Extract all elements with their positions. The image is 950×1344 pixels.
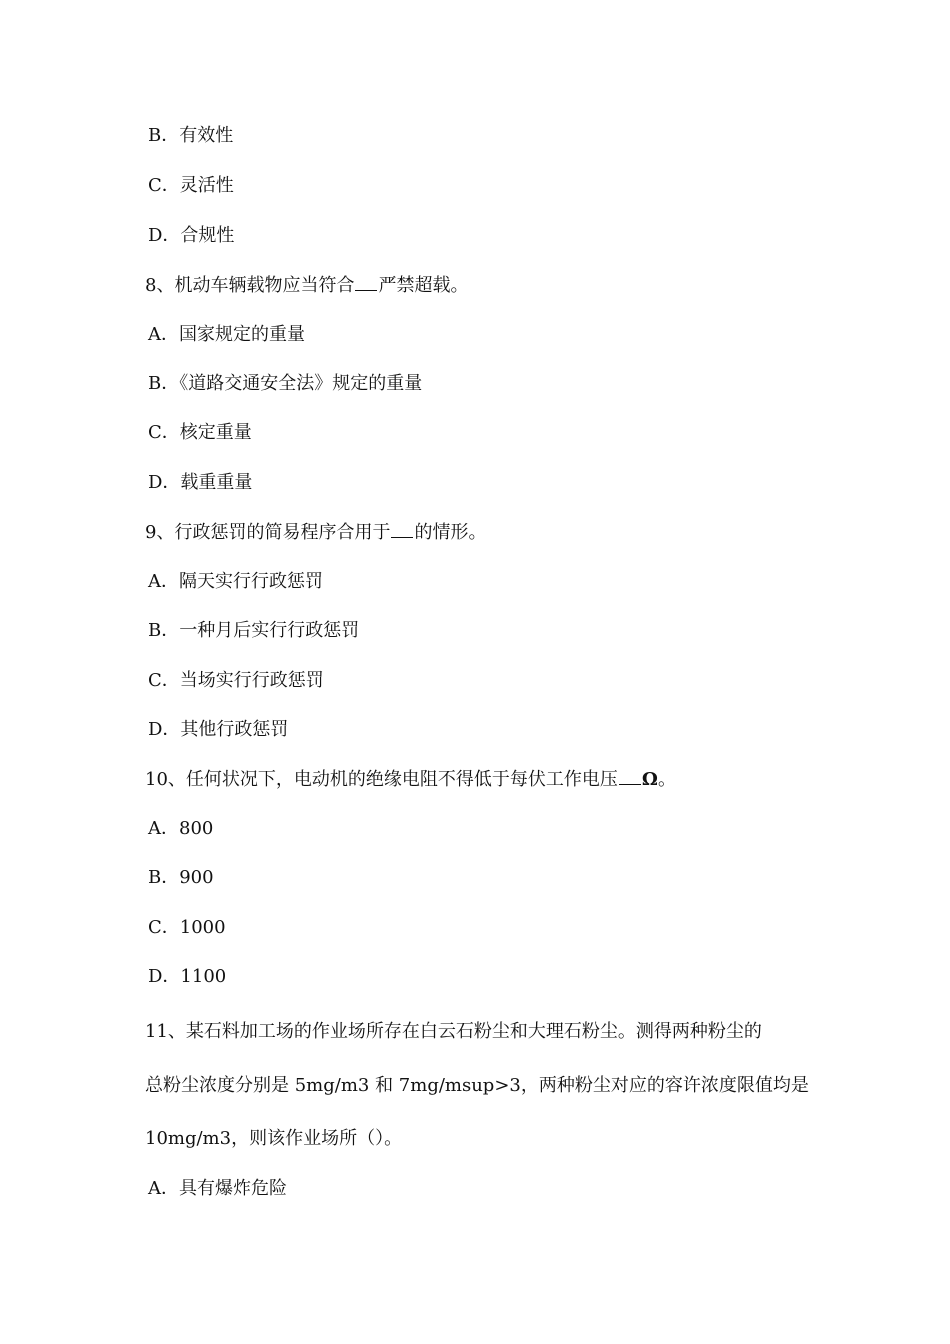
- option-10a: A．800: [148, 818, 214, 839]
- question-11-line-3: 10mg/m3，则该作业场所（）。: [145, 1128, 403, 1149]
- question-8-text: 8、机动车辆载物应当符合: [145, 275, 355, 296]
- option-10b: B．900: [148, 867, 214, 888]
- question-9: [145, 520, 486, 545]
- question-8: [145, 273, 468, 298]
- option-8c: C．核定重量: [148, 422, 252, 443]
- question-9-text: 9、行政惩罚的简易程序合用于: [145, 522, 391, 543]
- question-8-text-end: 严禁超载。: [378, 275, 469, 296]
- option-8a: A．国家规定的重量: [148, 324, 305, 345]
- option-9a: A．隔天实行行政惩罚: [148, 571, 323, 592]
- option-9c: C．当场实行行政惩罚: [148, 670, 324, 691]
- option-10c: C．1000: [148, 917, 226, 938]
- option-9d: D．其他行政惩罚: [148, 719, 289, 740]
- ohm-unit: Ω: [641, 769, 658, 790]
- option-9b: B．一种月后实行行政惩罚: [148, 620, 360, 641]
- question-10: [145, 767, 676, 792]
- answer-blank: [355, 273, 377, 291]
- option-8b: B．《道路交通安全法》规定的重量: [148, 373, 423, 394]
- option-11a: A．具有爆炸危险: [148, 1178, 287, 1199]
- question-11-line-2: 总粉尘浓度分别是 5mg/m3 和 7mg/msup>3，两种粉尘对应的容许浓度限值均是: [145, 1075, 809, 1096]
- question-11-line-1: 11、某石料加工场的作业场所存在白云石粉尘和大理石粉尘。测得两种粉尘的: [145, 1021, 762, 1042]
- question-10-text-end: 。: [657, 769, 676, 790]
- question-10-text: 10、任何状况下，电动机的绝缘电阻不得低于每伏工作电压: [145, 769, 618, 790]
- option-7c: C．灵活性: [148, 175, 234, 196]
- option-7b: B．有效性: [148, 125, 234, 146]
- option-8d: D．载重重量: [148, 472, 253, 493]
- option-10d: D．1100: [148, 966, 227, 987]
- answer-blank: [391, 520, 413, 538]
- option-7d: D．合规性: [148, 225, 235, 246]
- answer-blank: [619, 767, 641, 785]
- question-9-text-end: 的情形。: [414, 522, 487, 543]
